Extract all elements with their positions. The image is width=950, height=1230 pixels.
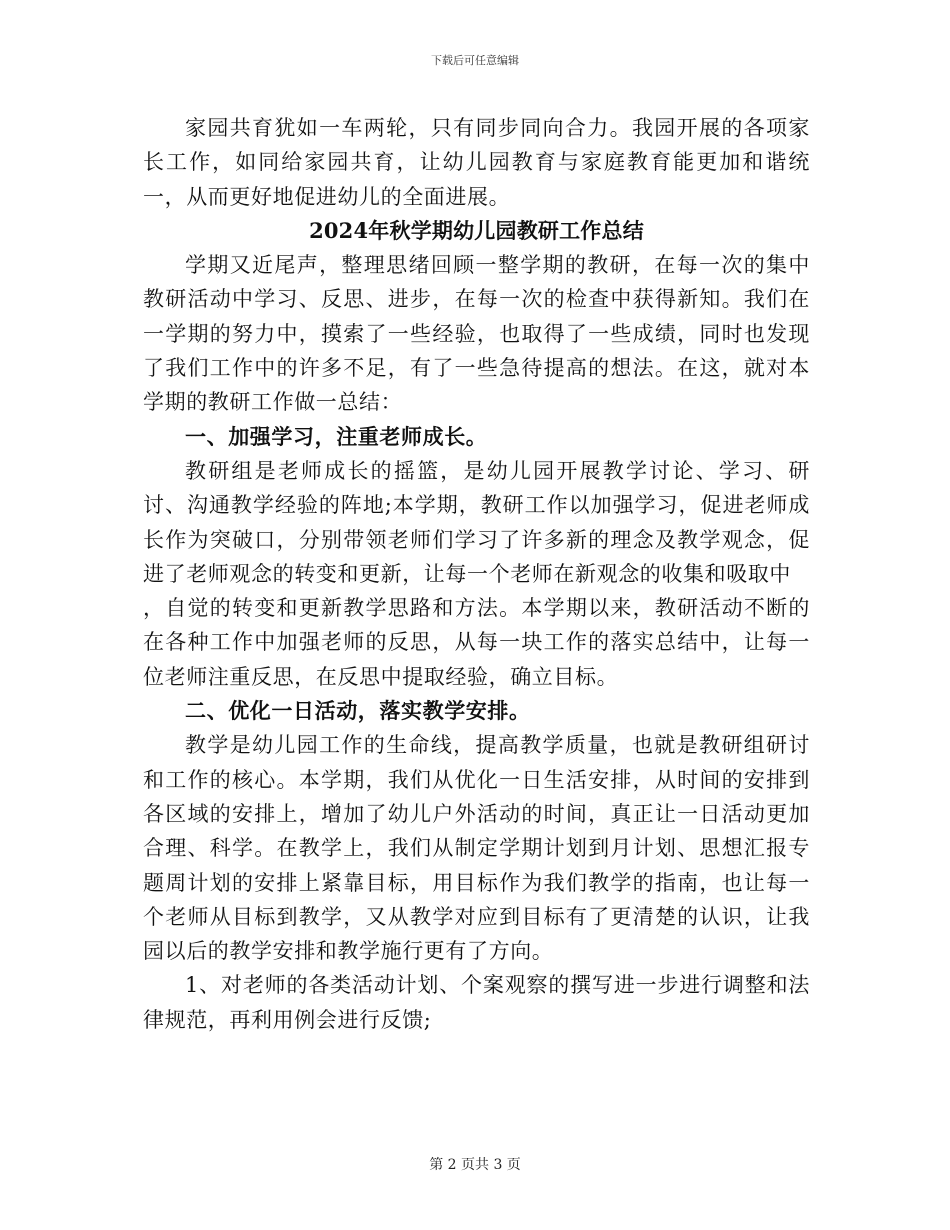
opening-paragraph: 学期又近尾声，整理思绪回顾一整学期的教研，在每一次的集中教研活动中学习、反思、进步，在每一次的检查中获得新知。我们在一学期的努力中，摸索了一些经验，也取得了一些成绩，同时也发现了我们工作中的许多不足，有了一些急待提高的想法。在这，就对本学期的教研工作做一总结：: [143, 253, 810, 415]
section-heading-1: 一、加强学习，注重老师成长。: [185, 423, 488, 449]
document-title: 2024年秋学期幼儿园教研工作总结: [309, 217, 644, 243]
section-2-item-1: 1、对老师的各类活动计划、个案观察的撰写进一步进行调整和法律规范，再利用例会进行反馈;: [143, 973, 810, 1032]
document-body: [143, 111, 810, 1037]
section-1-paragraph-b: ，自觉的转变和更新教学思路和方法。本学期以来，教研活动不断的在各种工作中加强老师的反思，从每一块工作的落实总结中，让每一位老师注重反思，在反思中提取经验，确立目标。: [143, 596, 810, 689]
section-heading-2: 二、优化一日活动，落实教学安排。: [185, 698, 531, 724]
section-1-paragraph-a: 教研组是老师成长的摇篮，是幼儿园开展教学讨论、学习、研讨、沟通教学经验的阵地;本学期，教研工作以加强学习，促进老师成长作为突破口，分别带领老师们学习了许多新的理念及教学观念，促进了老师观念的转变和更新，让每一个老师在新观念的收集和吸取中: [143, 458, 810, 586]
intro-paragraph: 家园共育犹如一车两轮，只有同步同向合力。我园开展的各项家长工作，如同给家园共育，让幼儿园教育与家庭教育能更加和谐统一，从而更好地促进幼儿的全面进展。: [143, 116, 810, 209]
page-header-note: 下载后可任意编辑: [431, 54, 519, 67]
section-2-paragraph: 教学是幼儿园工作的生命线，提高教学质量，也就是教研组研讨和工作的核心。本学期，我们从优化一日生活安排，从时间的安排到各区域的安排上，增加了幼儿户外活动的时间，真正让一日活动更加合理、科学。在教学上，我们从制定学期计划到月计划、思想汇报专题周计划的安排上紧靠目标，用目标作为我们教学的指南，也让每一个老师从目标到教学，又从教学对应到目标有了更清楚的认识，让我园以后的教学安排和教学施行更有了方向。: [143, 733, 810, 964]
page-number-footer: 第 2 页共 3 页: [429, 1157, 521, 1173]
